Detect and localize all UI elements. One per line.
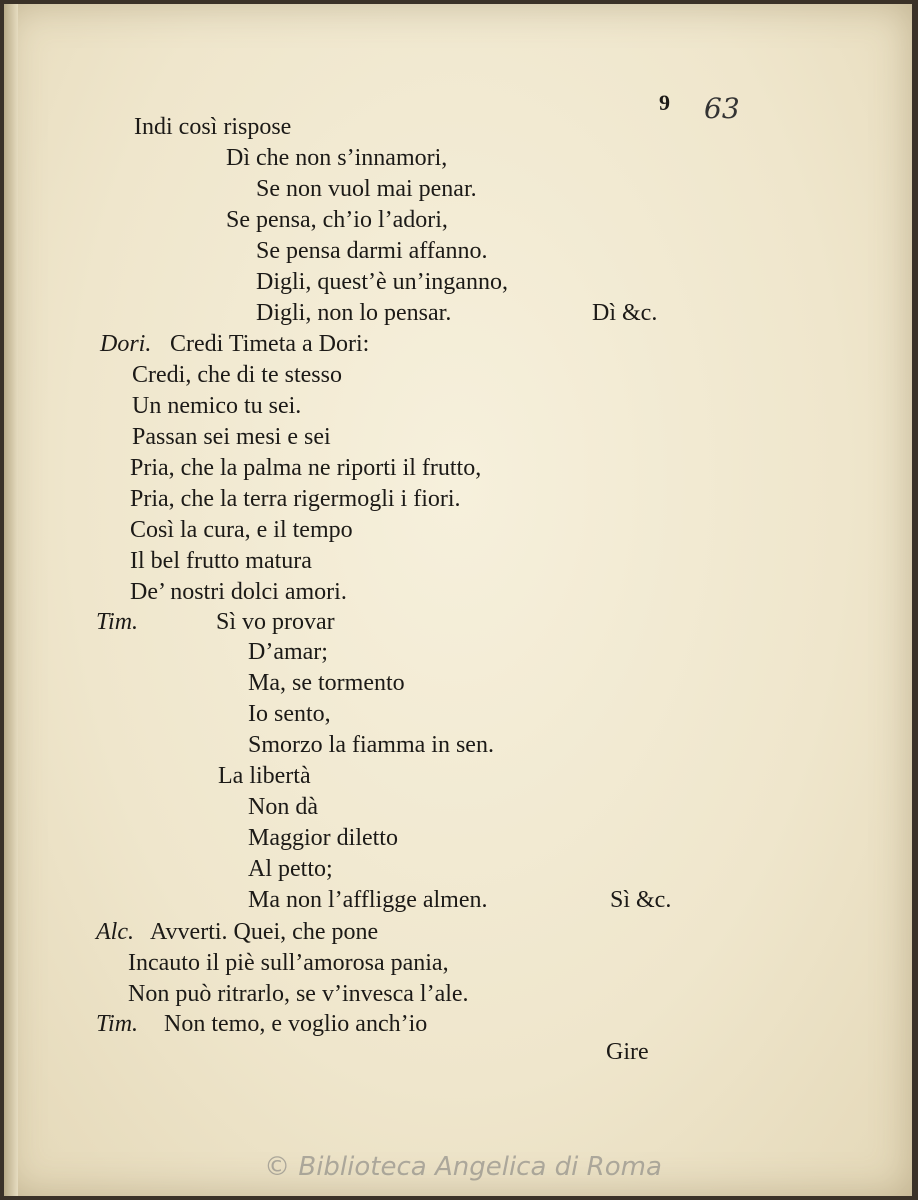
handwritten-folio-number: 63	[704, 92, 740, 125]
verse-line: Digli, non lo pensar.	[256, 300, 452, 326]
verse-line: Non temo, e voglio anch’io	[164, 1011, 428, 1037]
verse-line: Indi così rispose	[134, 114, 292, 140]
book-page	[4, 4, 912, 1196]
verse-line: Un nemico tu sei.	[132, 393, 302, 419]
verse-line: Dì che non s’innamori,	[226, 145, 448, 171]
verse-line: La libertà	[218, 763, 311, 789]
verse-line: Se pensa, ch’io l’adori,	[226, 207, 448, 233]
speaker-label: Tim.	[96, 1011, 139, 1037]
verse-line: Passan sei mesi e sei	[132, 424, 331, 450]
verse-line: Incauto il piè sull’amorosa pania,	[128, 950, 449, 976]
verse-line: Sì vo provar	[216, 609, 335, 635]
speaker-label: Alc.	[96, 919, 134, 945]
verse-line: Ma non l’affligge almen.	[248, 887, 488, 913]
verse-line: Io sento,	[248, 701, 331, 727]
verse-line: Così la cura, e il tempo	[130, 517, 353, 543]
aria-repeat-cue: Sì &c.	[610, 887, 672, 913]
verse-line: Maggior diletto	[248, 825, 398, 851]
verse-line: Al petto;	[248, 856, 333, 882]
verse-line: Se pensa darmi affanno.	[256, 238, 488, 264]
verse-line: Digli, quest’è un’inganno,	[256, 269, 508, 295]
verse-line: D’amar;	[248, 639, 328, 665]
verse-line: Pria, che la palma ne riporti il frutto,	[130, 455, 482, 481]
verse-line: Non dà	[248, 794, 318, 820]
page-gutter	[4, 4, 18, 1196]
speaker-label: Dori.	[100, 331, 152, 357]
verse-line: Non può ritrarlo, se v’invesca l’ale.	[128, 981, 469, 1007]
verse-line: Credi Timeta a Dori:	[170, 331, 370, 357]
speaker-label: Tim.	[96, 609, 139, 635]
library-watermark: © Biblioteca Angelica di Roma	[264, 1152, 662, 1182]
verse-line: Smorzo la fiamma in sen.	[248, 732, 494, 758]
verse-line: Credi, che di te stesso	[132, 362, 342, 388]
verse-line: Ma, se tormento	[248, 670, 405, 696]
aria-repeat-cue: Dì &c.	[592, 300, 658, 326]
verse-line: Pria, che la terra rigermogli i fiori.	[130, 486, 461, 512]
page-number: 9	[659, 90, 670, 115]
verse-line: De’ nostri dolci amori.	[130, 579, 347, 605]
verse-line: Se non vuol mai penar.	[256, 176, 477, 202]
catchword: Gire	[606, 1039, 649, 1065]
verse-line: Il bel frutto matura	[130, 548, 312, 574]
verse-line: Avverti. Quei, che pone	[150, 919, 379, 945]
